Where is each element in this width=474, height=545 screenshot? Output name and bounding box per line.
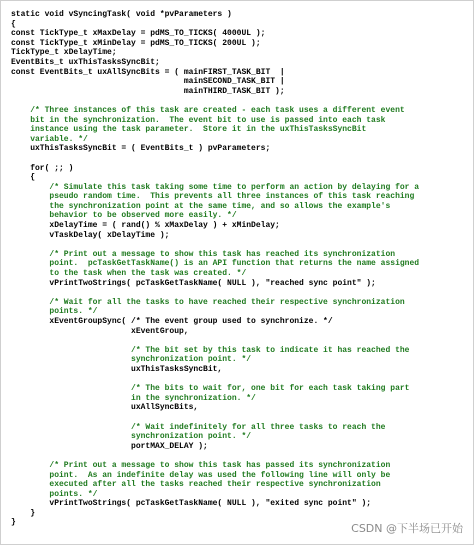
code-line: xEventGroupSync( /* The event group used to synchronize. */ xyxy=(11,317,333,326)
code-comment-line: behavior to be observed more easily. */ xyxy=(11,211,237,221)
code-comment-line: to the task when the task was created. */ xyxy=(11,269,247,279)
code-line: { xyxy=(11,19,16,29)
code-comment-line: synchronization point. */ xyxy=(11,355,252,365)
code-line: const EventBits_t uxAllSyncBits = ( mainFIRST_TASK_BIT | xyxy=(11,67,285,77)
code-comment-line: point. As an indefinite delay was used the following line will only be xyxy=(11,470,391,480)
code-line: vTaskDelay( xDelayTime ); xyxy=(11,230,170,240)
code-comment-line: /* Simulate this task taking some time to perform an action by delaying for a xyxy=(11,182,420,192)
code-comment-line: variable. */ xyxy=(11,134,88,144)
code-line: portMAX_DELAY ); xyxy=(11,441,208,451)
code-line xyxy=(11,240,419,250)
code-line: mainSECOND_TASK_BIT | xyxy=(11,77,285,87)
code-listing xyxy=(11,10,419,528)
code-line xyxy=(11,375,419,385)
code-line: uxThisTasksSyncBit, xyxy=(11,364,223,374)
code-line: for( ;; ) xyxy=(11,163,74,173)
code-line: static void vSyncingTask( void *pvParameters ) xyxy=(11,10,232,19)
code-line: xDelayTime = ( rand() % xMaxDelay ) + xMinDelay; xyxy=(11,221,280,231)
code-line: const TickType_t xMaxDelay = pdMS_TO_TICKS( 4000UL ); xyxy=(11,29,266,39)
code-comment-line: synchronization point. */ xyxy=(11,432,252,442)
code-line: vPrintTwoStrings( pcTaskGetTaskName( NULL ), "reached sync point" ); xyxy=(11,278,376,288)
code-line xyxy=(11,451,419,461)
code-comment-line: executed after all the tasks reached their respective synchronization xyxy=(11,480,381,490)
code-line: } xyxy=(11,518,16,528)
code-line: mainTHIRD_TASK_BIT ); xyxy=(11,86,285,96)
code-line xyxy=(11,154,419,164)
code-line: EventBits_t uxThisTasksSyncBit; xyxy=(11,57,160,67)
code-comment-line: points. */ xyxy=(11,489,98,499)
code-comment-line: /* Three instances of this task are created - each task uses a different event xyxy=(11,105,405,115)
code-comment-line: bit in the synchronization. The event bit to use is passed into each task xyxy=(11,115,386,125)
code-comment-line: point. pcTaskGetTaskName() is an API function that returns the name assigned xyxy=(11,259,420,269)
code-line xyxy=(11,288,419,298)
code-comment-line: points. */ xyxy=(11,307,98,317)
code-line: } xyxy=(11,508,36,518)
code-line: uxAllSyncBits, xyxy=(11,403,199,413)
code-comment-line: /* The bit set by this task to indicate it has reached the xyxy=(11,345,410,355)
code-comment-line: instance using the task parameter. Store it in the uxThisTasksSyncBit xyxy=(11,125,367,135)
code-comment-line: /* The bits to wait for, one bit for each task taking part xyxy=(11,384,410,394)
code-line: xEventGroup, xyxy=(11,326,189,336)
watermark-label: CSDN @下半场已开始 xyxy=(351,522,463,535)
code-line: { xyxy=(11,173,36,183)
code-comment-line: the synchronization point at the same time, and so allows the example's xyxy=(11,201,391,211)
code-comment-line: pseudo random time. This prevents all three instances of this task reaching xyxy=(11,192,415,202)
code-line xyxy=(11,336,419,346)
code-line: vPrintTwoStrings( pcTaskGetTaskName( NULL ), "exited sync point" ); xyxy=(11,499,372,509)
code-line xyxy=(11,413,419,423)
code-line: TickType_t xDelayTime; xyxy=(11,48,117,58)
code-comment-line: /* Wait for all the tasks to have reached their respective synchronization xyxy=(11,297,405,307)
code-line xyxy=(11,96,419,106)
code-comment-line: /* Print out a message to show this task has passed its synchronization xyxy=(11,460,391,470)
code-line: const TickType_t xMinDelay = pdMS_TO_TICKS( 200UL ); xyxy=(11,38,261,48)
code-comment-line: /* Print out a message to show this task has reached its synchronization xyxy=(11,249,396,259)
code-line: uxThisTasksSyncBit = ( EventBits_t ) pvParameters; xyxy=(11,144,271,154)
code-comment-line: in the synchronization. */ xyxy=(11,393,256,403)
code-comment-line: /* Wait indefinitely for all three tasks to reach the xyxy=(11,422,386,432)
